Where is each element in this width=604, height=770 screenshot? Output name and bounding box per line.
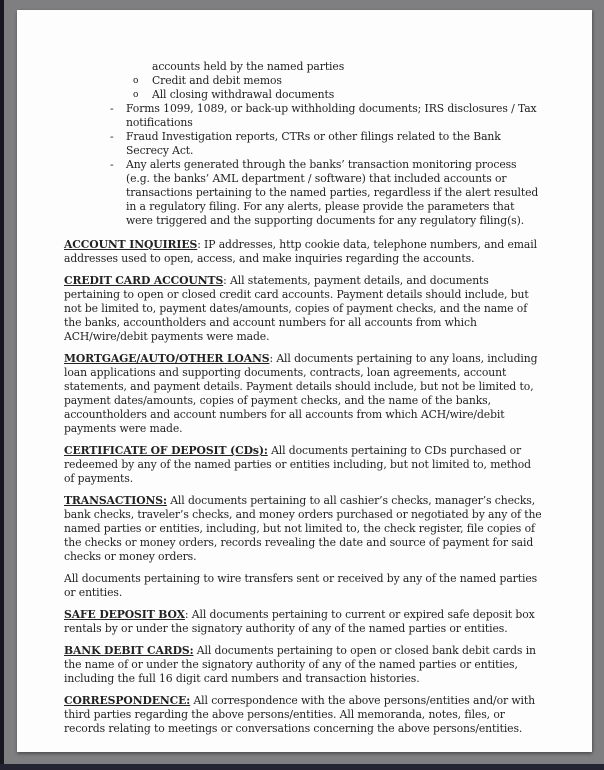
section-body: : IP addresses, http cookie data, telephone numbers, and email addresses used to open, access, and make inquiries regarding the accounts.	[64, 238, 537, 265]
circle-bullet-marker: o	[133, 90, 139, 100]
dash-bullet-marker: -	[110, 102, 114, 115]
section-heading: CERTIFICATE OF DEPOSIT (CDs):	[64, 444, 268, 457]
section-body: All documents pertaining to all cashier’s checks, manager’s checks, bank checks, traveler’s checks, and money orders purchased or negotiated by any of the named parties or entities, including, but not limited to, the check register, file copies of the checks or money orders, records revealing the date and source of payment for said checks or money orders.	[64, 494, 542, 563]
section-body: All documents pertaining to open or closed bank debit cards in the name of or under the signatory authority of any of the named parties or entities, including the full 16 digit card numbers and transaction histories.	[64, 644, 536, 685]
list-item	[64, 102, 543, 130]
section-heading: ACCOUNT INQUIRIES	[64, 238, 198, 251]
section-body: : All statements, payment details, and documents pertaining to open or closed credit card accounts. Payment details should include, but not be limited to, payment dates/amounts, copies of payment checks, and the name of the banks, accountholders and account numbers for all accounts from which ACH/wire/debit payments were made.	[64, 274, 529, 343]
list-item-text: All closing withdrawal documents	[152, 88, 335, 101]
list-item	[64, 88, 543, 102]
section-wire-transfers	[64, 572, 543, 600]
document-content	[17, 10, 592, 752]
section-body: All documents pertaining to wire transfers sent or received by any of the named parties or entities.	[64, 572, 538, 599]
section-account-inquiries	[64, 238, 543, 266]
scan-left-edge	[0, 0, 4, 770]
section-correspondence	[64, 694, 543, 736]
section-heading: BANK DEBIT CARDS:	[64, 644, 194, 657]
bullet-continuation-line: accounts held by the named parties	[152, 60, 345, 73]
section-mortgage-auto-other-loans	[64, 352, 543, 436]
list-item-text: Forms 1099, 1089, or back-up withholding documents; IRS disclosures / Tax notifications	[126, 102, 537, 129]
section-certificate-of-deposit	[64, 444, 543, 486]
section-heading: MORTGAGE/AUTO/OTHER LOANS	[64, 352, 270, 365]
section-body: All correspondence with the above persons/entities and/or with third parties regarding the above persons/entities. All memoranda, notes, files, or records relating to meetings or conversations concerning the above persons/entities.	[64, 694, 535, 735]
list-item-text: Credit and debit memos	[152, 74, 282, 87]
section-body: : All documents pertaining to current or expired safe deposit box rentals by or under the signatory authority of any of the named parties or entities.	[64, 608, 535, 635]
dash-bullet-marker: -	[110, 158, 114, 171]
section-bank-debit-cards	[64, 644, 543, 686]
section-heading: SAFE DEPOSIT BOX	[64, 608, 185, 621]
section-credit-card-accounts	[64, 274, 543, 344]
section-safe-deposit-box	[64, 608, 543, 636]
section-heading: TRANSACTIONS:	[64, 494, 167, 507]
circle-bullet-marker: o	[133, 76, 139, 86]
section-body: All documents pertaining to CDs purchased or redeemed by any of the named parties or entities including, but not limited to, method of payments.	[64, 444, 531, 485]
scan-bottom-edge	[0, 764, 604, 770]
list-item-text: Any alerts generated through the banks’ transaction monitoring process (e.g. the banks’ AML department / software) that included accounts or transactions pertaining to the named parties, regardless if the alert resulted in a regulatory filing. For any alerts, please provide the parameters that were triggered and the supporting documents for any regulatory filing(s).	[126, 158, 539, 227]
list-item	[64, 158, 543, 228]
section-transactions	[64, 494, 543, 564]
section-heading: CREDIT CARD ACCOUNTS	[64, 274, 224, 287]
list-item-text: Fraud Investigation reports, CTRs or other filings related to the Bank Secrecy Act.	[126, 130, 501, 157]
list-item	[64, 74, 543, 88]
section-body: : All documents pertaining to any loans, including loan applications and supporting documents, contracts, loan agreements, account statements, and payment details. Payment details should include, but not be limited to, payment dates/amounts, copies of payment checks, and the name of the banks, accountholders and account numbers for all accounts from which ACH/wire/debit payments were made.	[64, 352, 538, 435]
document-page	[17, 10, 592, 752]
section-heading: CORRESPONDENCE:	[64, 694, 191, 707]
dash-bullet-marker: -	[110, 130, 114, 143]
list-item	[64, 130, 543, 158]
